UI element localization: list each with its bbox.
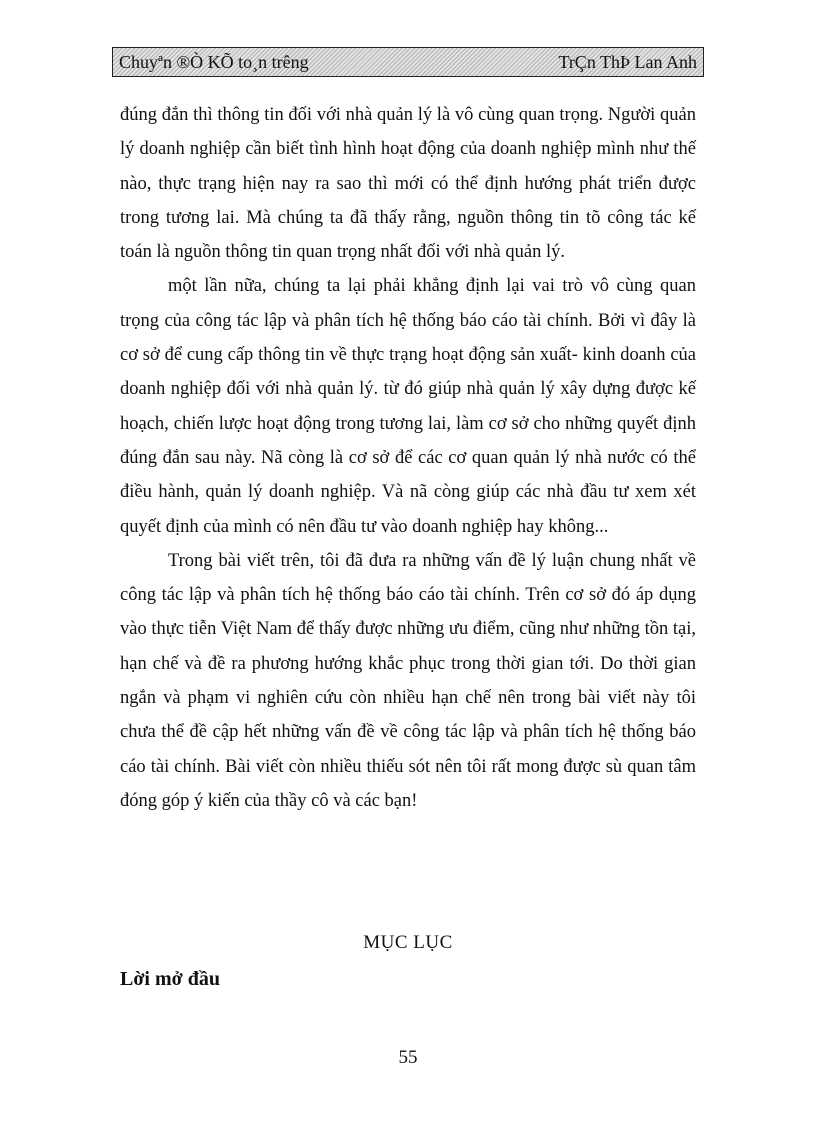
- page-number: 55: [398, 1047, 418, 1068]
- toc-title: MỤC LỤC: [363, 932, 453, 953]
- toc-entry-intro: Lời mở đầu: [120, 968, 220, 990]
- header-chapter-title: Chuyªn ®Ò KÕ to¸n trêng: [119, 51, 309, 72]
- paragraph-2: một lần nữa, chúng ta lại phải khẳng định lại vai trò vô cùng quan trọng của công tác lập và phân tích hệ thống báo cáo tài chính. Bởi vì đây là cơ sở để cung cấp thông tin về thực trạng hoạt động sản xuất- kinh doanh của doanh nghiệp đối với nhà quản lý. từ đó giúp nhà quản lý xây dựng được kế hoạch, chiến lược hoạt động trong tương lai, làm cơ sở cho những quyết định đúng đắn sau này. Nã còng là cơ sở để các cơ quan quản lý nhà nước có thể điều hành, quản lý doanh nghiệp. Và nã còng giúp các nhà đầu tư xem xét quyết định của mình có nên đầu tư vào doanh nghiệp hay không...: [120, 276, 696, 537]
- header-author: TrÇn ThÞ Lan Anh: [558, 51, 697, 72]
- paragraph-3: Trong bài viết trên, tôi đã đưa ra những vấn đề lý luận chung nhất về công tác lập và phân tích hệ thống báo cáo tài chính. Trên cơ sở đó áp dụng vào thực tiễn Việt Nam để thấy được những ưu điểm, cũng như những tồn tại, hạn chế và đề ra phương hướng khắc phục trong thời gian tới. Do thời gian ngắn và phạm vi nghiên cứu còn nhiều hạn chế nên trong bài viết này tôi chưa thể đề cập hết những vấn đề về công tác lập và phân tích hệ thống báo cáo tài chính. Bài viết còn nhiều thiếu sót nên tôi rất mong được sù quan tâm đóng góp ý kiến của thầy cô và các bạn!: [120, 550, 696, 811]
- body-text: [120, 98, 696, 818]
- page-header: [112, 47, 704, 77]
- paragraph-1: đúng đắn thì thông tin đối với nhà quản lý là vô cùng quan trọng. Người quản lý doanh nghiệp cần biết tình hình hoạt động của doanh nghiệp mình như thế nào, thực trạng hiện nay ra sao thì mới có thể định hướng phát triển được trong tương lai. Mà chúng ta đã thấy rằng, nguồn thông tin tõ công tác kế toán là nguồn thông tin quan trọng nhất đối với nhà quản lý.: [120, 105, 696, 263]
